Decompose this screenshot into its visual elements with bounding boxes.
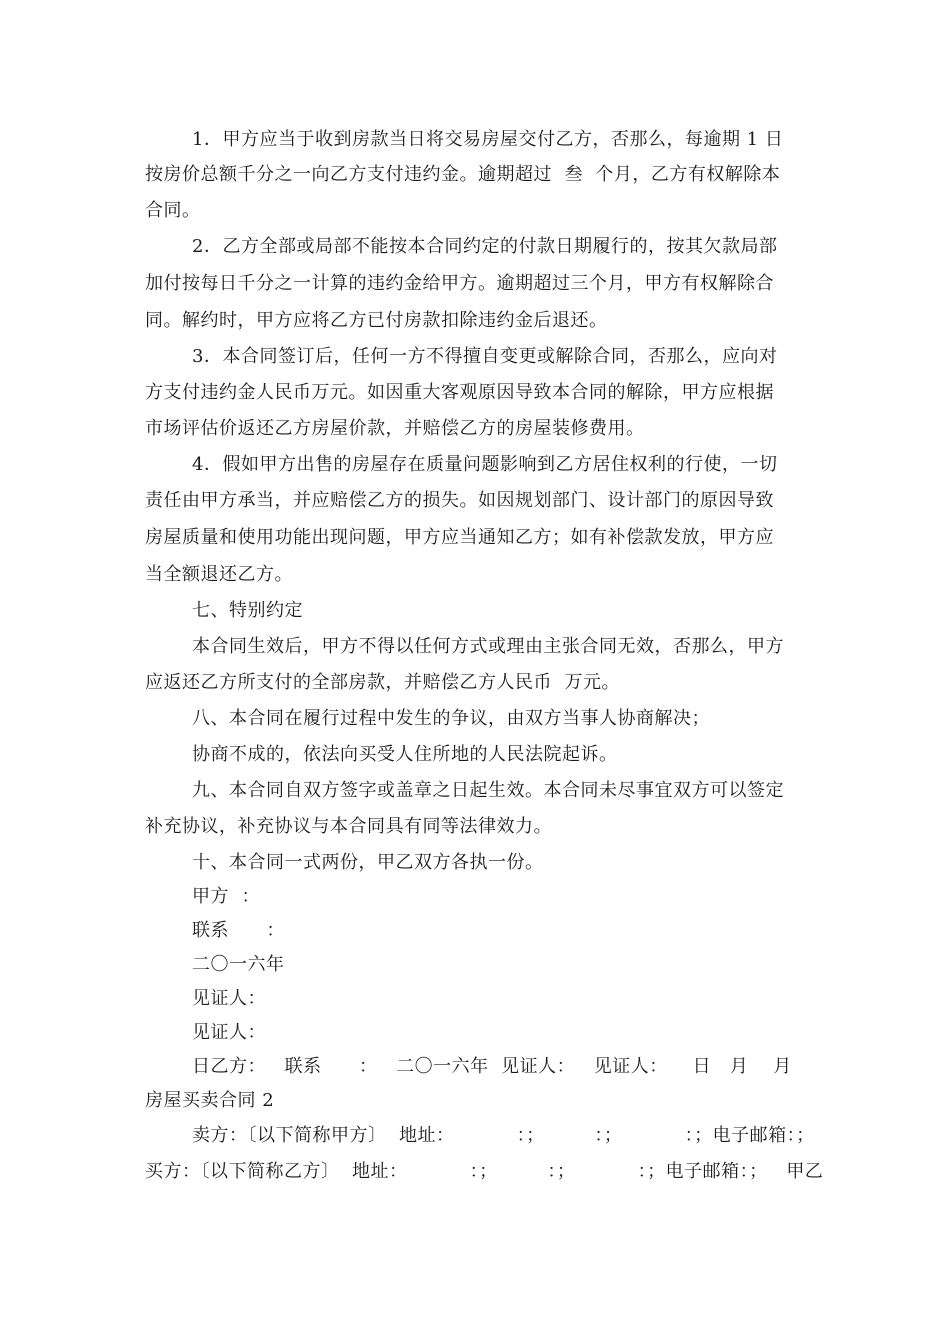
- section-heading: 七、特别约定: [192, 600, 303, 621]
- text-line: 同。解约时，甲方应将乙方已付房款扣除违约金后退还。: [145, 310, 608, 331]
- text-line: 1．甲方应当于收到房款当日将交易房屋交付乙方，否那么，每逾期 1 日: [192, 129, 784, 150]
- text-line: 本合同生效后，甲方不得以任何方式或理由主张合同无效，否那么，甲方: [192, 636, 784, 657]
- signature-field-party-a: 甲方 ：: [192, 886, 260, 907]
- text-line: 方支付违约金人民币万元。如因重大客观原因导致本合同的解除，甲方应根据: [145, 382, 774, 403]
- text-line: 房屋质量和使用功能出现问题，甲方应当通知乙方；如有补偿款发放，甲方应: [145, 527, 774, 548]
- text-line: 2．乙方全部或局部不能按本合同约定的付款日期履行的，按其欠款局部: [192, 236, 778, 257]
- signature-field-witness: 见证人：: [192, 1022, 266, 1043]
- text-line: 加付按每日千分之一计算的违约金给甲方。逾期超过三个月，甲方有权解除合: [145, 273, 774, 294]
- text-line: 按房价总额千分之一向乙方支付违约金。逾期超过 叁 个月，乙方有权解除本: [145, 164, 781, 185]
- signature-field-contact: 联系 ：: [192, 920, 285, 941]
- seller-info-line: 卖方：〔以下简称甲方〕 地址： ：； ：； ：；电子邮箱：；: [192, 1125, 815, 1146]
- text-line: 合同。: [145, 200, 201, 221]
- text-line: 当全额退还乙方。: [145, 564, 293, 585]
- signature-row-party-b: 日乙方： 联系 ： 二〇一六年 见证人： 见证人： 日 月 月: [192, 1056, 792, 1077]
- text-line: 十、本合同一式两份，甲乙双方各执一份。: [192, 852, 544, 873]
- signature-date: 二〇一六年: [192, 954, 285, 975]
- text-line: 3．本合同签订后，任何一方不得擅自变更或解除合同，否那么，应向对: [192, 346, 778, 367]
- buyer-info-line: 买方：〔以下简称乙方〕 地址： ：； ：； ：；电子邮箱：； 甲乙: [145, 1161, 824, 1182]
- text-line: 八、本合同在履行过程中发生的争议，由双方当事人协商解决；: [192, 708, 710, 729]
- signature-field-witness: 见证人：: [192, 988, 266, 1009]
- text-line: 补充协议，补充协议与本合同具有同等法律效力。: [145, 816, 552, 837]
- text-line: 协商不成的，依法向买受人住所地的人民法院起诉。: [192, 744, 618, 765]
- text-line: 责任由甲方承当，并应赔偿乙方的损失。如因规划部门、设计部门的原因导致: [145, 490, 774, 511]
- text-line: 市场评估价返还乙方房屋价款，并赔偿乙方的房屋装修费用。: [145, 418, 645, 439]
- text-line: 应返还乙方所支付的全部房款，并赔偿乙方人民币 万元。: [145, 672, 620, 693]
- document-title: 房屋买卖合同 2: [145, 1090, 275, 1111]
- text-line: 4．假如甲方出售的房屋存在质量问题影响到乙方居住权利的行使，一切: [192, 454, 778, 475]
- text-line: 九、本合同自双方签字或盖章之日起生效。本合同未尽事宜双方可以签定: [192, 780, 784, 801]
